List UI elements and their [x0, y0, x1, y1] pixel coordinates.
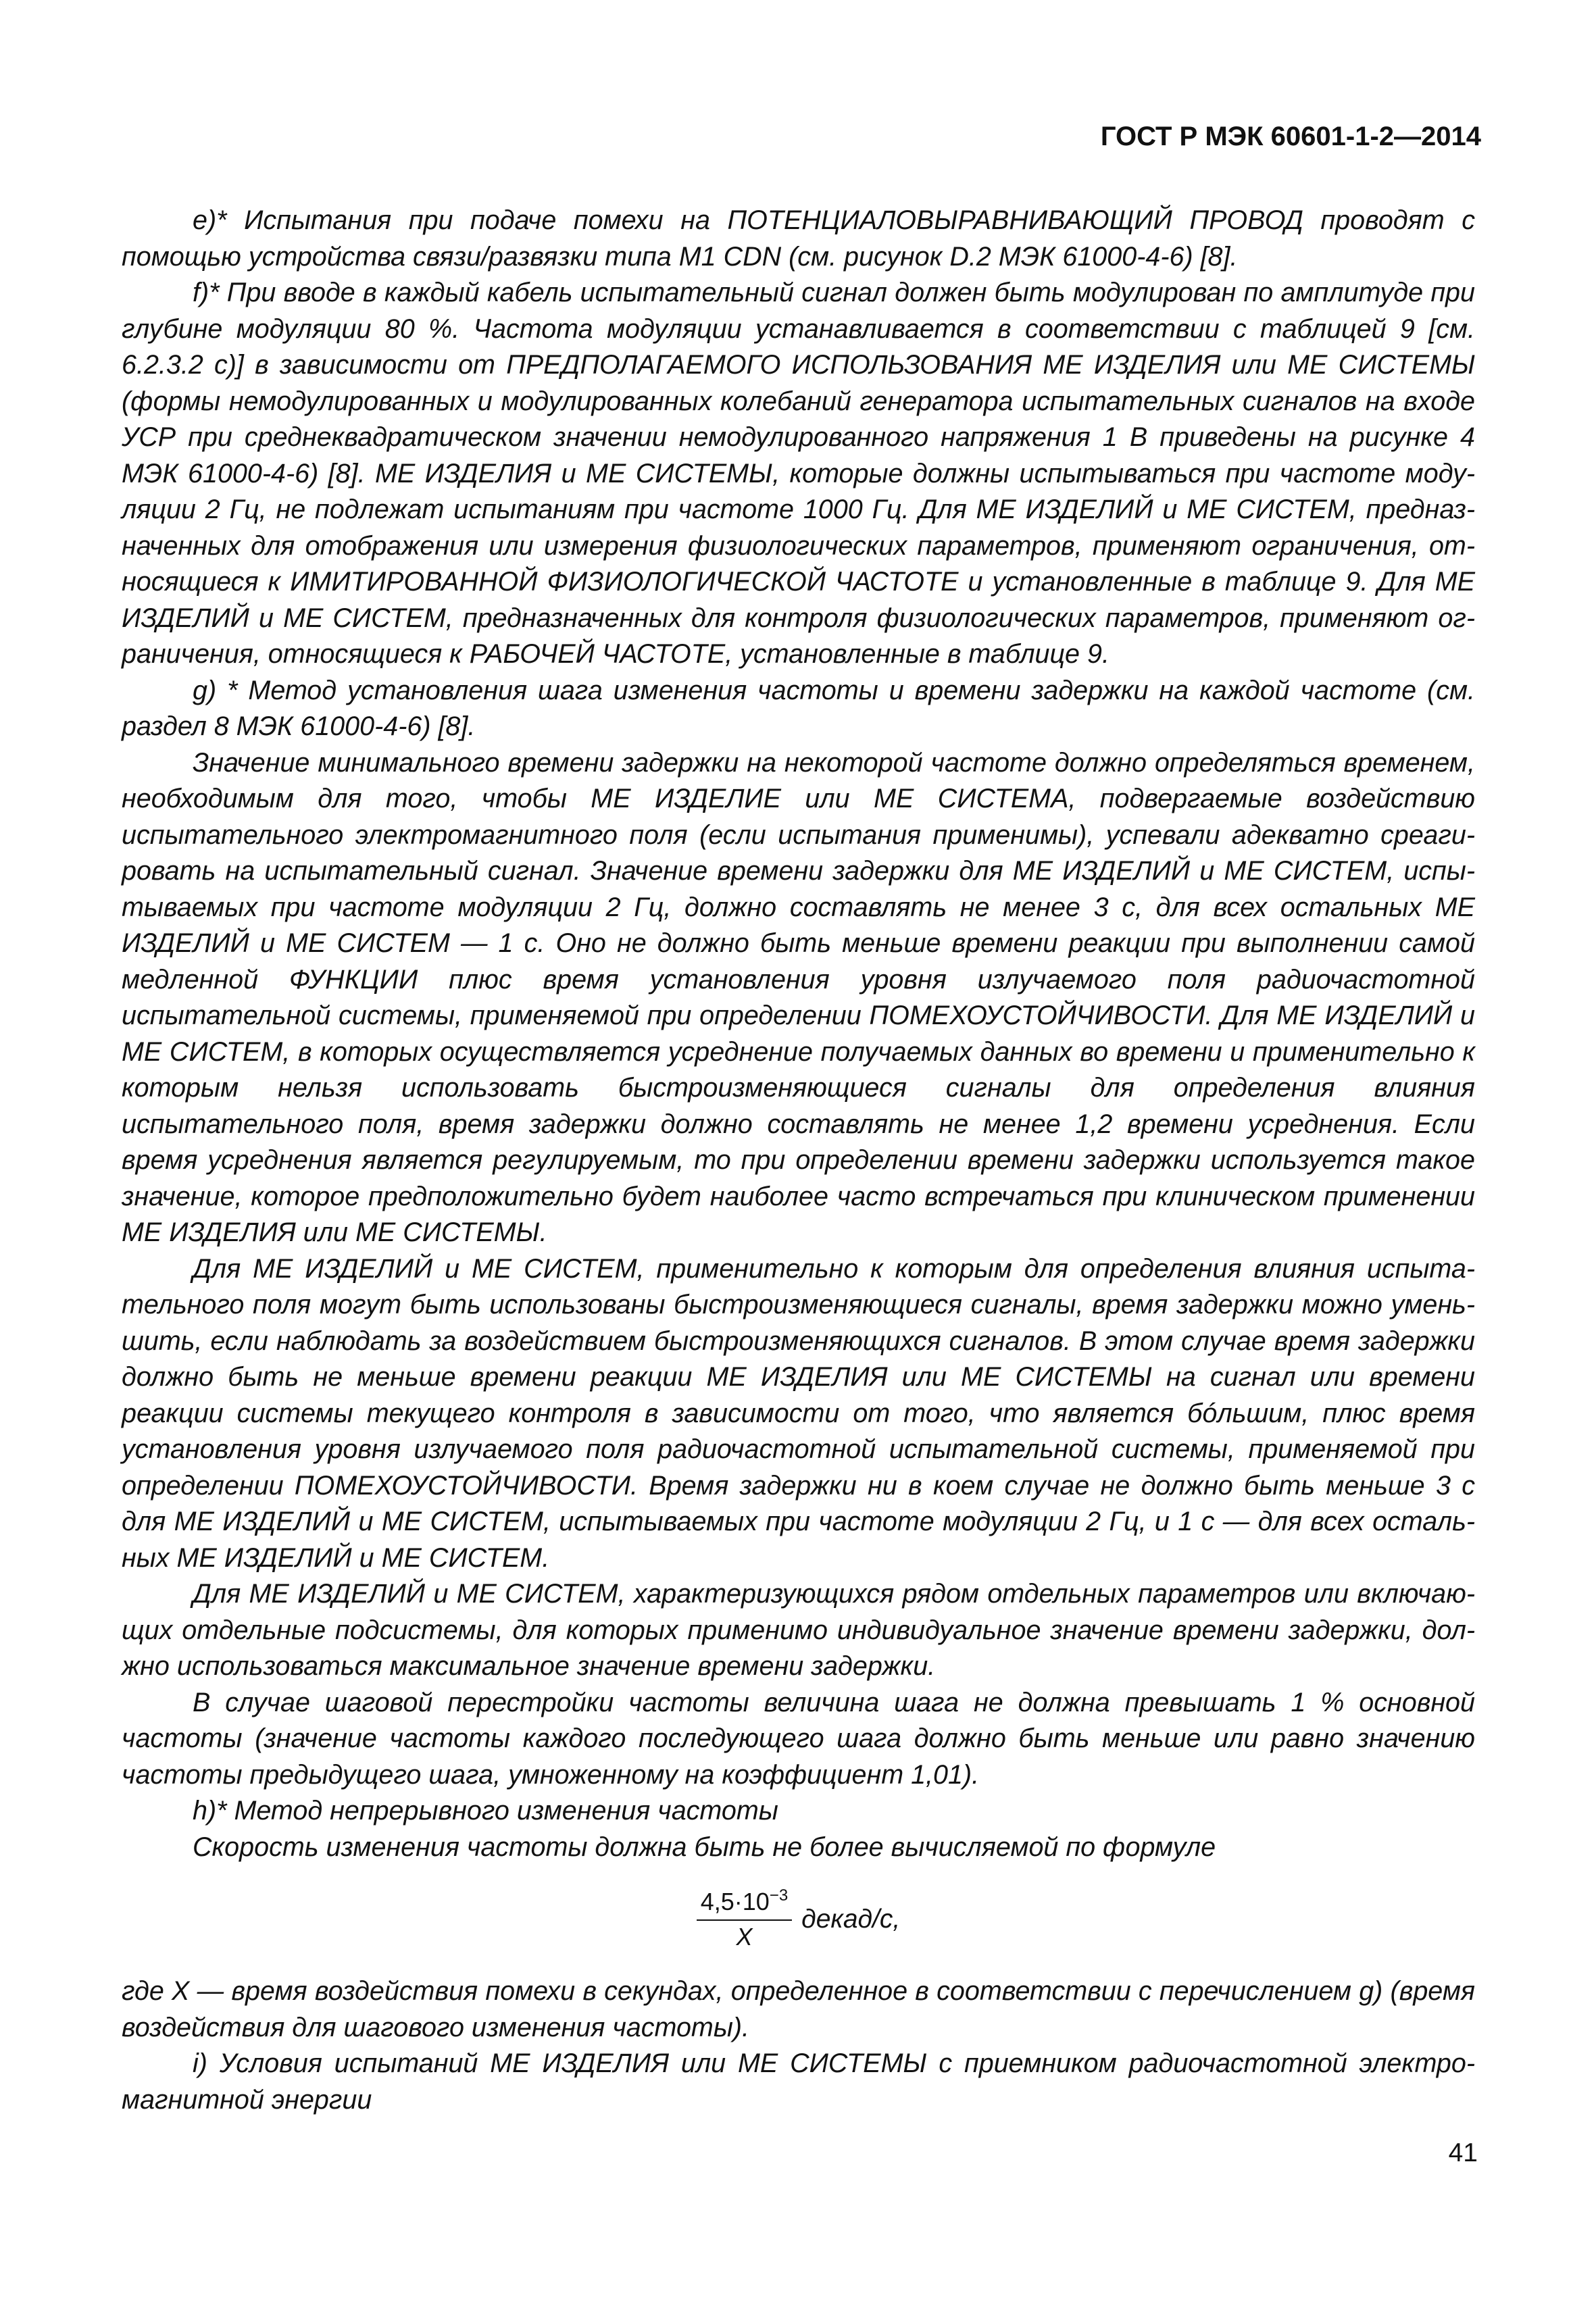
- paragraph-rate-formula-intro: Скорость изменения частоты должна быть не более вычисляемой по формуле: [193, 1832, 1216, 1862]
- paragraph-where-x: где X — время воздействия помехи в секундах, определенное в соответствии с перечислением g) (время воздействия для шагового изменения частоты).: [122, 1976, 1475, 2042]
- formula-denominator: X: [736, 1923, 753, 1951]
- formula-unit: декад/с,: [801, 1905, 901, 1934]
- formula-numerator: [697, 1887, 792, 1921]
- page-number: 41: [1448, 2138, 1478, 2167]
- formula-exponent: −3: [769, 1886, 789, 1905]
- document-body: [122, 203, 1475, 2118]
- paragraph-item-e: e)* Испытания при подаче помехи на ПОТЕНЦИАЛОВЫРАВНИВАЮЩИЙ ПРОВОД проводят с помощью устройства связи/развязки типа M1 CDN (см. рисунок D.2 МЭК 61000-4-6) [8].: [122, 205, 1475, 272]
- formula-fraction: [697, 1887, 792, 1952]
- formula-numerator-base: 4,5·10: [700, 1888, 770, 1915]
- paragraph-subsystems: Для МЕ ИЗДЕЛИЙ и МЕ СИСТЕМ, характеризующихся рядом отдельных параметров или включающих отдельные подсистемы, для которых применимо индивидуальное значение времени задержки, должно использоваться максимальное значение времени задержки.: [122, 1579, 1475, 1681]
- standard-header: ГОСТ Р МЭК 60601-1-2—2014: [1100, 122, 1481, 151]
- paragraph-item-f: f)* При вводе в каждый кабель испытательный сигнал должен быть модулирован по амплитуде при глубине модуляции 80 %. Частота модуляции устанавливается в соответствии с таблицей 9 [см. 6.2.3.2 c)] в зависимости от ПРЕДПОЛАГАЕМОГО ИСПОЛЬЗОВАНИЯ МЕ ИЗДЕЛИЯ или МЕ СИСТЕМЫ (формы немодулированных и модулированных колебаний генератора испытательных сигналов на входе УСР при среднеквадратическом значении немодулированного напряжения 1 В приведены на рисунке 4 МЭК 61000-4-6) [8]. МЕ ИЗДЕЛИЯ и МЕ СИСТЕМЫ, которые должны испытываться при частоте модуляции 2 Гц, не подлежат испытаниям при частоте 1000 Гц. Для МЕ ИЗДЕЛИЙ и МЕ СИСТЕМ, предназначенных для отображения или измерения физиологических параметров, применяют ограничения, относящиеся к ИМИТИРОВАННОЙ ФИЗИОЛОГИЧЕСКОЙ ЧАСТОТЕ и установленные в таблице 9. Для МЕ ИЗДЕЛИЙ и МЕ СИСТЕМ, предназначенных для контроля физиологических параметров, применяют ограничения, относящиеся к РАБОЧЕЙ ЧАСТОТЕ, установленные в таблице 9.: [122, 278, 1475, 669]
- rate-formula: [122, 1865, 1475, 1973]
- paragraph-step-tuning: В случае шаговой перестройки частоты величина шага не должна превышать 1 % основной частоты (значение частоты каждого последующего шага должно быть меньше или равно значению частоты предыдущего шага, умноженному на коэффициент 1,01).: [122, 1687, 1475, 1790]
- paragraph-item-g: g) * Метод установления шага изменения частоты и времени задержки на каждой частоте (см. раздел 8 МЭК 61000-4-6) [8].: [122, 675, 1475, 741]
- paragraph-item-i: i) Условия испытаний МЕ ИЗДЕЛИЯ или МЕ СИСТЕМЫ с приемником радиочастотной электромагнитной энергии: [122, 2048, 1475, 2115]
- paragraph-item-h: h)* Метод непрерывного изменения частоты: [193, 1796, 778, 1826]
- paragraph-delay-time: Значение минимального времени задержки на некоторой частоте должно определяться временем, необходимым для того, чтобы МЕ ИЗДЕЛИЕ или МЕ СИСТЕМА, подвергаемые воздействию испытательного электромагнитного поля (если испытания применимы), успевали адекватно среагировать на испытательный сигнал. Значение времени задержки для МЕ ИЗДЕЛИЙ и МЕ СИСТЕМ, испытываемых при частоте модуляции 2 Гц, должно составлять не менее 3 с, для всех остальных МЕ ИЗДЕЛИЙ и МЕ СИСТЕМ — 1 с. Оно не должно быть меньше времени реакции при выполнении самой медленной ФУНКЦИИ плюс время установления уровня излучаемого поля радиочастотной испытательной системы, применяемой при определении ПОМЕХОУСТОЙЧИВОСТИ. Для МЕ ИЗДЕЛИЙ и МЕ СИСТЕМ, в которых осуществляется усреднение получаемых данных во времени и применительно к которым нельзя использовать быстроизменяющиеся сигналы для определения влияния испытательного поля, время задержки должно составлять не менее 1,2 времени усреднения. Если время усреднения является регулируемым, то при определении времени задержки используется такое значение, которое предположительно будет наиболее часто встречаться при клиническом применении МЕ ИЗДЕЛИЯ или МЕ СИСТЕМЫ.: [122, 747, 1475, 1247]
- paragraph-fast-signals: Для МЕ ИЗДЕЛИЙ и МЕ СИСТЕМ, применительно к которым для определения влияния испытательного поля могут быть использованы быстроизменяющиеся сигналы, время задержки можно уменьшить, если наблюдать за воздействием быстроизменяющихся сигналов. В этом случае время задержки должно быть не меньше времени реакции МЕ ИЗДЕЛИЯ или МЕ СИСТЕМЫ на сигнал или времени реакции системы текущего контроля в зависимости от того, что является бóльшим, плюс время установления уровня излучаемого поля радиочастотной испытательной системы, применяемой при определении ПОМЕХОУСТОЙЧИВОСТИ. Время задержки ни в коем случае не должно быть меньше 3 с для МЕ ИЗДЕЛИЙ и МЕ СИСТЕМ, испытываемых при частоте модуляции 2 Гц, и 1 с — для всех остальных МЕ ИЗДЕЛИЙ и МЕ СИСТЕМ.: [122, 1253, 1475, 1573]
